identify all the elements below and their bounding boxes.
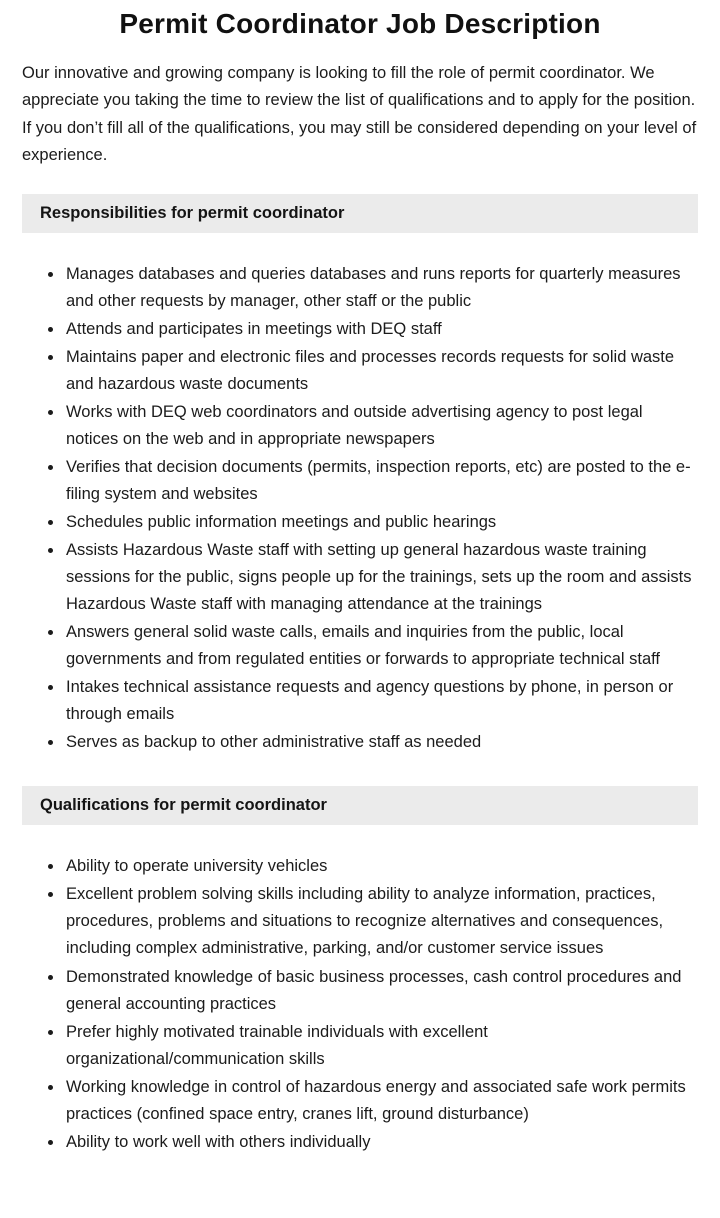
list-item: • Serves as backup to other administrative staff as needed — [64, 729, 698, 756]
list-item: • Answers general solid waste calls, emails and inquiries from the public, local governments and from regulated entities or forwards to appropriate technical staff — [64, 619, 698, 673]
section-heading-responsibilities: Responsibilities for permit coordinator — [22, 194, 698, 233]
list-item: • Verifies that decision documents (permits, inspection reports, etc) are posted to the e-filing system and websites — [64, 454, 698, 508]
list-item: • Excellent problem solving skills including ability to analyze information, practices, procedures, problems and situations to recognize alternatives and consequences, including complex administrative, parking, and/or customer service issues — [64, 881, 698, 962]
responsibilities-list — [22, 261, 698, 757]
intro-paragraph: Our innovative and growing company is looking to fill the role of permit coordinator. We appreciate you taking the time to review the list of qualifications and to apply for the position. If you don’t fill all of the qualifications, you may still be considered depending on your level of experience. — [22, 64, 697, 165]
list-item: • Attends and participates in meetings with DEQ staff — [64, 316, 698, 343]
list-item: • Maintains paper and electronic files and processes records requests for solid waste and hazardous waste documents — [64, 344, 698, 398]
list-item: • Working knowledge in control of hazardous energy and associated safe work permits practices (confined space entry, cranes lift, ground disturbance) — [64, 1074, 698, 1128]
list-item: • Works with DEQ web coordinators and outside advertising agency to post legal notices on the web and in appropriate newspapers — [64, 399, 698, 453]
list-item: • Ability to work well with others individually — [64, 1129, 698, 1156]
list-item: • Ability to operate university vehicles — [64, 853, 698, 880]
list-item: • Manages databases and queries databases and runs reports for quarterly measures and other requests by manager, other staff or the public — [64, 261, 698, 315]
list-item: • Schedules public information meetings and public hearings — [64, 509, 698, 536]
page-title: Permit Coordinator Job Description — [119, 8, 601, 39]
section-heading-qualifications: Qualifications for permit coordinator — [22, 786, 698, 825]
list-item: • Demonstrated knowledge of basic business processes, cash control procedures and general accounting practices — [64, 964, 698, 1018]
list-item: • Assists Hazardous Waste staff with setting up general hazardous waste training sessions for the public, signs people up for the trainings, sets up the room and assists Hazardous Waste staff with managing attendance at the trainings — [64, 537, 698, 618]
list-item: • Intakes technical assistance requests and agency questions by phone, in person or through emails — [64, 674, 698, 728]
qualifications-list — [22, 853, 698, 1156]
list-item: • Prefer highly motivated trainable individuals with excellent organizational/communication skills — [64, 1019, 698, 1073]
